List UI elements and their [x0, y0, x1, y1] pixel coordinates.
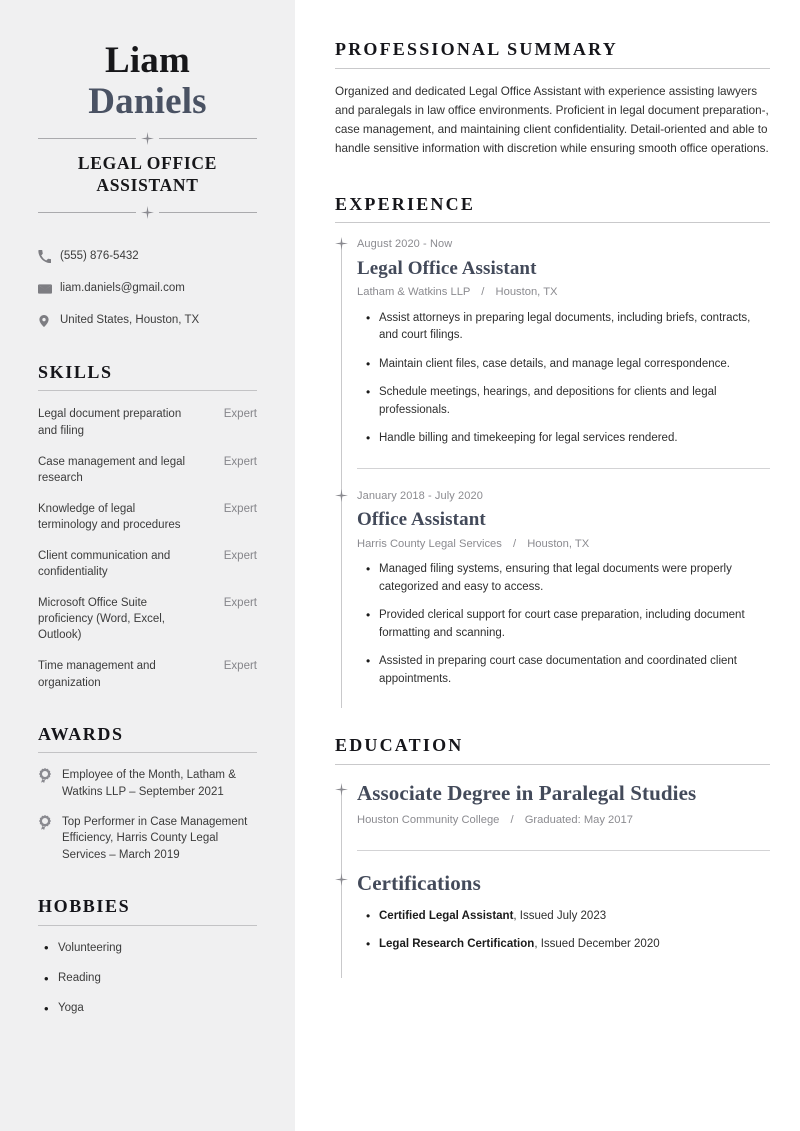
skill-level: Expert — [223, 408, 257, 421]
skills-section — [38, 363, 257, 691]
awards-heading-rule — [38, 752, 257, 753]
certification-item — [379, 936, 770, 953]
skill-name: Knowledge of legal terminology and procedures — [38, 502, 181, 531]
experience-date: August 2020 - Now — [357, 238, 453, 251]
hobbies-heading-rule — [38, 925, 257, 926]
certification-detail: , Issued July 2023 — [513, 909, 607, 922]
sparkle-icon — [335, 873, 348, 886]
sparkle-icon — [141, 132, 154, 145]
meta-separator: / — [510, 814, 514, 827]
bullet-item: • Assist attorneys in preparing legal documents, including briefs, contracts, and court filings. — [379, 310, 770, 345]
sparkle-icon — [335, 237, 348, 250]
bullet-icon: • — [44, 940, 49, 956]
certifications-bullets — [357, 908, 770, 954]
meta-separator: / — [512, 537, 517, 550]
education-detail: Graduated: May 2017 — [524, 814, 633, 827]
skills-heading-rule — [38, 390, 257, 391]
education-title: Associate Degree in Paralegal Studies — [357, 781, 697, 806]
divider-line-right — [159, 212, 257, 213]
entry-divider — [357, 468, 770, 469]
bullet-item: • Assisted in preparing court case documentation and coordinated client appointments. — [379, 653, 770, 688]
last-name: Daniels — [88, 81, 207, 123]
summary-heading-rule — [335, 68, 770, 69]
education-meta — [357, 813, 770, 828]
ornament-divider-top — [38, 132, 257, 145]
award-medal-icon — [38, 814, 62, 835]
experience-heading-rule — [335, 222, 770, 223]
awards-section — [38, 725, 257, 863]
experience-bullets — [357, 310, 770, 448]
sparkle-icon — [335, 489, 348, 502]
bullet-icon: • — [44, 1000, 49, 1016]
hobby-item — [38, 970, 257, 986]
divider-line-right — [159, 138, 257, 139]
skill-name: Microsoft Office Suite proficiency (Word, Excel, Outlook) — [38, 597, 165, 642]
experience-entry — [357, 489, 770, 708]
skill-item — [38, 454, 257, 486]
skills-heading: SKILLS — [38, 361, 113, 382]
professional-summary-section — [335, 40, 770, 159]
skill-level: Expert — [223, 660, 257, 673]
education-heading-rule — [335, 764, 770, 765]
skill-level: Expert — [223, 597, 257, 610]
skill-item — [38, 548, 257, 580]
skill-level: Expert — [223, 455, 257, 468]
skill-item — [38, 501, 257, 533]
hobbies-heading: HOBBIES — [38, 896, 131, 917]
experience-location: Houston, TX — [495, 286, 558, 299]
education-heading: EDUCATION — [335, 735, 464, 756]
experience-title: Legal Office Assistant — [357, 257, 537, 279]
experience-bullets — [357, 561, 770, 688]
main-content — [295, 0, 800, 1131]
sparkle-icon — [335, 783, 348, 796]
skill-name: Time management and organization — [38, 660, 156, 689]
skill-item — [38, 406, 257, 438]
job-title: LEGAL OFFICE ASSISTANT — [77, 152, 218, 195]
certification-detail: , Issued December 2020 — [534, 938, 660, 951]
divider-line-left — [38, 138, 136, 139]
certifications-title: Certifications — [357, 870, 481, 895]
summary-text: Organized and dedicated Legal Office Assistant with experience assisting lawyers and paralegals in law office environments. Proficient in legal document preparation-, case management, and maintaining client confidentiality. Detail-oriented and able to handle sensitive information with discretion while ensuring smooth office operations. — [335, 84, 769, 155]
skill-level: Expert — [223, 549, 257, 562]
summary-heading: PROFESSIONAL SUMMARY — [335, 39, 618, 59]
skill-name: Legal document preparation and filing — [38, 408, 182, 437]
education-entry — [357, 781, 770, 871]
skill-item — [38, 595, 257, 643]
hobby-label: Volunteering — [58, 941, 122, 954]
certification-name: Legal Research Certification — [379, 938, 535, 951]
experience-location: Houston, TX — [527, 537, 590, 550]
entry-spacer — [357, 688, 770, 706]
entry-divider — [357, 850, 770, 851]
first-name: Liam — [104, 40, 191, 81]
bullet-item: • Handle billing and timekeeping for legal services rendered. — [379, 430, 770, 447]
education-section — [335, 736, 770, 978]
ornament-divider-bottom — [38, 206, 257, 219]
contact-item-location — [38, 313, 257, 329]
award-item — [38, 814, 257, 863]
phone-value: (555) 876-5432 — [60, 250, 139, 263]
location-value: United States, Houston, TX — [60, 314, 200, 327]
hobby-item — [38, 940, 257, 956]
award-medal-icon — [38, 767, 62, 788]
envelope-icon — [38, 281, 60, 297]
experience-meta — [357, 285, 770, 300]
award-text: Top Performer in Case Management Efficiency, Harris County Legal Services – March 2019 — [62, 816, 248, 861]
education-timeline — [335, 781, 770, 978]
hobby-item — [38, 1000, 257, 1016]
certification-name: Certified Legal Assistant — [379, 909, 514, 922]
experience-section — [335, 195, 770, 709]
certifications-entry — [357, 871, 770, 978]
award-text: Employee of the Month, Latham & Watkins LLP – September 2021 — [62, 769, 236, 798]
bullet-item: • Maintain client files, case details, and manage legal correspondence. — [379, 356, 770, 373]
experience-company: Latham & Watkins LLP — [357, 286, 471, 299]
sidebar — [0, 0, 295, 1131]
experience-timeline — [335, 237, 770, 708]
email-value: liam.daniels@gmail.com — [60, 282, 185, 295]
contact-item-phone — [38, 249, 257, 265]
experience-meta — [357, 537, 770, 552]
sparkle-icon — [141, 206, 154, 219]
hobbies-section — [38, 897, 257, 1016]
divider-line-left — [38, 212, 136, 213]
contact-list — [38, 249, 257, 329]
contact-item-email — [38, 281, 257, 297]
bullet-icon: • — [44, 970, 49, 986]
meta-separator: / — [481, 286, 485, 299]
hobby-label: Reading — [58, 971, 101, 984]
bullet-item: • Schedule meetings, hearings, and depositions for clients and legal professionals. — [379, 384, 770, 419]
bullet-item: • Provided clerical support for court case preparation, including document formatting and scanning. — [379, 607, 770, 642]
skill-level: Expert — [223, 502, 257, 515]
experience-title: Office Assistant — [357, 509, 486, 531]
experience-heading: EXPERIENCE — [335, 193, 476, 214]
skill-name: Client communication and confidentiality — [38, 549, 171, 579]
awards-heading: AWARDS — [38, 723, 124, 744]
hobby-label: Yoga — [58, 1002, 84, 1015]
skill-name: Case management and legal research — [38, 455, 186, 484]
name-header-block — [38, 0, 257, 219]
certification-item — [379, 908, 770, 925]
award-item — [38, 767, 257, 800]
education-school: Houston Community College — [357, 814, 500, 827]
experience-date: January 2018 - July 2020 — [357, 489, 483, 502]
experience-company: Harris County Legal Services — [357, 537, 502, 550]
phone-icon — [38, 249, 60, 265]
skill-item — [38, 658, 257, 690]
entry-spacer — [357, 954, 770, 976]
location-pin-icon — [38, 313, 60, 329]
experience-entry — [357, 237, 770, 488]
bullet-item: • Managed filing systems, ensuring that legal documents were properly categorized and easy to access. — [379, 561, 770, 596]
